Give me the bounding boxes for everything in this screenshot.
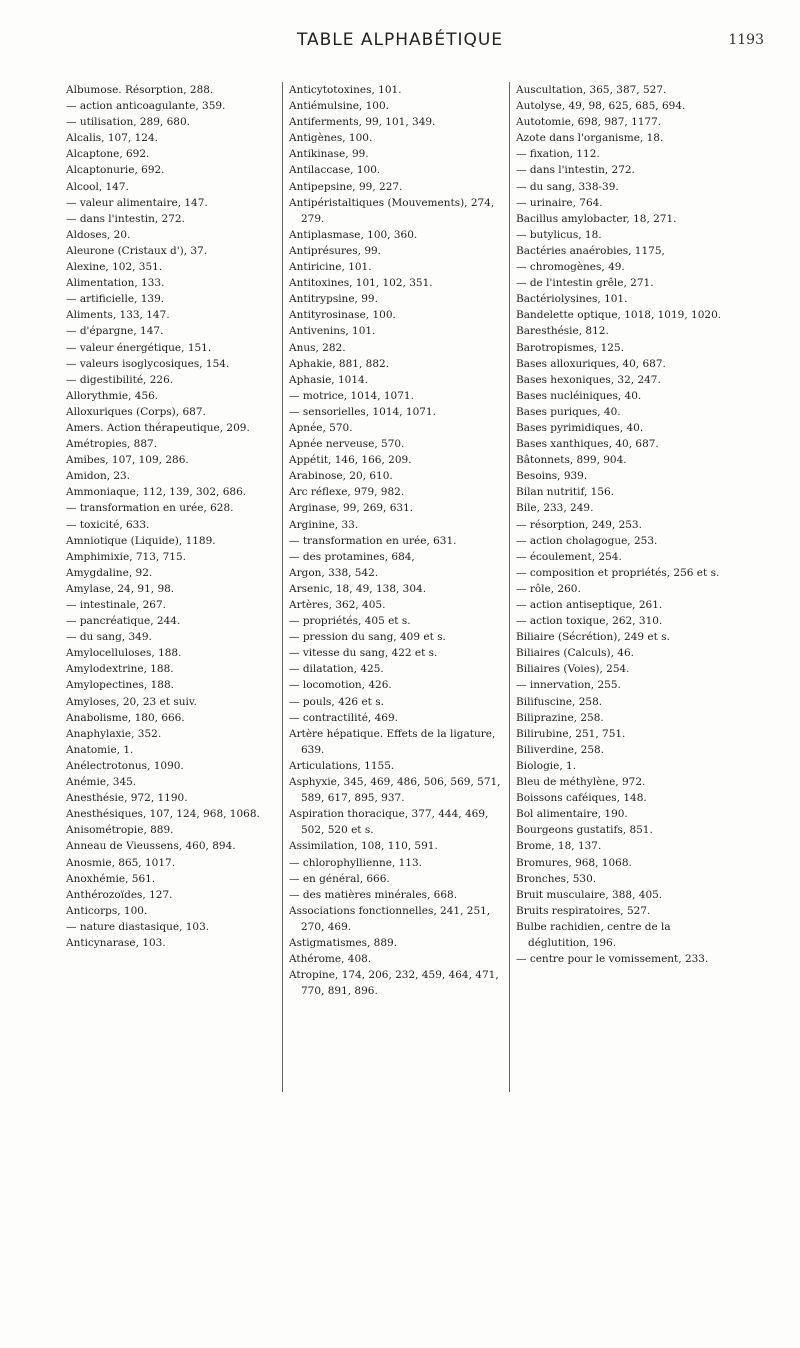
index-entry: Biliprazine, 258. <box>516 711 604 724</box>
index-entry: Bourgeons gustatifs, 851. <box>516 824 653 837</box>
index-entry: Aphakie, 881, 882. <box>289 357 390 370</box>
index-entry: Anémie, 345. <box>66 776 137 789</box>
index-entry: — pancréatique, 244. <box>66 615 181 628</box>
index-entry: Antiricine, 101. <box>289 261 372 274</box>
index-entry: Allorythmie, 456. <box>66 389 159 402</box>
index-entry: Anabolisme, 180, 666. <box>66 711 185 724</box>
index-entry: Apnée nerveuse, 570. <box>289 438 405 451</box>
index-entry: Associations fonctionnelles, 241, 251, 270, 469. <box>289 904 491 933</box>
index-entry: — intestinale, 267. <box>66 599 167 611</box>
index-entry: Alcalis, 107, 124. <box>66 132 158 145</box>
index-entry: Amibes, 107, 109, 286. <box>66 454 189 467</box>
index-entry: Antiferments, 99, 101, 349. <box>289 116 436 129</box>
index-entry: — fixation, 112. <box>516 148 600 161</box>
index-entry: — sensorielles, 1014, 1071. <box>289 405 436 418</box>
index-entry: Amylase, 24, 91, 98. <box>66 582 175 595</box>
index-entry: Amers. Action thérapeutique, 209. <box>66 421 250 434</box>
index-entry: Antitrypsine, 99. <box>289 293 378 306</box>
index-entry: — action antiseptique, 261. <box>516 599 663 611</box>
index-entry: Biliaires (Calculs), 46. <box>516 647 634 660</box>
index-entry: Biliverdine, 258. <box>516 743 605 756</box>
index-entry: Bulbe rachidien, centre de la déglutition, 196. <box>516 920 671 949</box>
index-entry: — transformation en urée, 631. <box>289 534 457 547</box>
index-columns <box>66 82 766 1302</box>
index-entry: Autotomie, 698, 987, 1177. <box>516 116 662 129</box>
index-entry: — valeur énergétique, 151. <box>66 341 212 354</box>
index-entry: Anosmie, 865, 1017. <box>66 856 176 869</box>
index-entry: — pression du sang, 409 et s. <box>289 631 446 644</box>
index-entry: Bases pyrimidiques, 40. <box>516 421 644 434</box>
index-entry: Albumose. Résorption, 288. <box>66 84 214 96</box>
index-entry: Arabinose, 20, 610. <box>289 470 393 483</box>
index-entry: — résorption, 249, 253. <box>516 518 642 531</box>
index-entry: — pouls, 426 et s. <box>289 695 384 708</box>
index-entry: Antikinase, 99. <box>289 148 369 161</box>
index-entry: — rôle, 260. <box>516 582 581 595</box>
index-entry: Bases xanthiques, 40, 687. <box>516 438 659 451</box>
index-entry: — dans l'intestin, 272. <box>516 164 635 177</box>
index-entry: Amphimixie, 713, 715. <box>66 550 186 563</box>
index-entry: Assimilation, 108, 110, 591. <box>289 840 438 853</box>
index-entry: Bases hexoniques, 32, 247. <box>516 373 661 386</box>
index-entry: Boissons caféiques, 148. <box>516 792 647 805</box>
index-entry: Aphasie, 1014. <box>289 373 369 386</box>
index-entry: Antipepsine, 99, 227. <box>289 180 403 193</box>
index-entry: Anesthésiques, 107, 124, 968, 1068. <box>66 808 260 821</box>
index-entry: Arginine, 33. <box>289 518 359 531</box>
index-entry: Alimentation, 133. <box>66 277 165 290</box>
index-entry: Anticorps, 100. <box>66 904 148 917</box>
index-entry: Bruits respiratoires, 527. <box>516 904 651 917</box>
index-entry: Alcaptone, 692. <box>66 148 150 161</box>
index-entry: — chromogènes, 49. <box>516 261 625 274</box>
index-entry: Antitoxines, 101, 102, 351. <box>289 277 433 290</box>
index-entry: — valeur alimentaire, 147. <box>66 196 208 209</box>
index-entry: Bronches, 530. <box>516 872 597 885</box>
index-entry: — contractilité, 469. <box>289 711 398 724</box>
index-entry: Anneau de Vieussens, 460, 894. <box>66 840 236 853</box>
index-entry: Amniotique (Liquide), 1189. <box>66 534 216 547</box>
index-entry: — centre pour le vomissement, 233. <box>516 953 709 966</box>
index-entry: — des matières minérales, 668. <box>289 888 458 901</box>
index-entry: Alexine, 102, 351. <box>66 261 163 274</box>
page-number: 1193 <box>728 32 764 48</box>
index-entry: Bandelette optique, 1018, 1019, 1020. <box>516 309 722 322</box>
index-entry: Baresthésie, 812. <box>516 325 609 338</box>
index-entry: — action anticoagulante, 359. <box>66 100 226 113</box>
index-column-2 <box>289 82 503 999</box>
index-entry: Anélectrotonus, 1090. <box>66 759 184 772</box>
index-entry: Ammoniaque, 112, 139, 302, 686. <box>66 486 247 499</box>
index-entry: Bruit musculaire, 388, 405. <box>516 888 663 901</box>
index-entry: — de l'intestin grêle, 271. <box>516 277 654 290</box>
index-entry: Antipéristaltiques (Mouvements), 274, 279. <box>289 196 495 225</box>
index-entry: Anoxhémie, 561. <box>66 872 156 885</box>
index-entry: Bilan nutritif, 156. <box>516 486 615 499</box>
index-column-3 <box>516 82 730 967</box>
index-entry: Biliaire (Sécrétion), 249 et s. <box>516 631 670 644</box>
index-entry: — du sang, 349. <box>66 631 152 644</box>
index-entry: Artère hépatique. Effets de la ligature, 639. <box>289 727 496 756</box>
index-entry: — en général, 666. <box>289 872 390 885</box>
index-entry: Brome, 18, 137. <box>516 840 602 853</box>
index-entry: Asphyxie, 345, 469, 486, 506, 569, 571, 589, 617, 895, 937. <box>289 776 501 805</box>
index-entry: Bases alloxuriques, 40, 687. <box>516 357 666 370</box>
index-entry: Bactériolysines, 101. <box>516 293 628 306</box>
index-entry: — innervation, 255. <box>516 679 621 692</box>
index-entry: — chlorophyllienne, 113. <box>289 856 422 869</box>
index-entry: Bol alimentaire, 190. <box>516 808 628 821</box>
index-entry: Antiprésures, 99. <box>289 244 382 257</box>
index-entry: Amylodextrine, 188. <box>66 663 174 676</box>
index-entry: — motrice, 1014, 1071. <box>289 389 414 402</box>
index-entry: Antigènes, 100. <box>289 132 373 145</box>
index-entry: Apnée, 570. <box>289 421 353 434</box>
index-entry: Amyloses, 20, 23 et suiv. <box>66 695 197 708</box>
index-entry: — butylicus, 18. <box>516 228 602 241</box>
index-entry: Athérome, 408. <box>289 953 372 966</box>
index-entry: Antivenins, 101. <box>289 325 376 338</box>
index-entry: Biliaires (Voies), 254. <box>516 663 630 676</box>
index-entry: Bleu de méthylène, 972. <box>516 776 646 789</box>
index-entry: Bile, 233, 249. <box>516 502 594 515</box>
index-entry: — transformation en urée, 628. <box>66 502 234 515</box>
index-entry: — nature diastasique, 103. <box>66 920 210 933</box>
index-entry: Bilirubine, 251, 751. <box>516 727 626 740</box>
index-entry: Anthérozoïdes, 127. <box>66 888 173 901</box>
column-divider <box>509 82 510 1092</box>
index-entry: Arginase, 99, 269, 631. <box>289 502 414 515</box>
index-entry: Besoins, 939. <box>516 470 588 483</box>
index-entry: — écoulement, 254. <box>516 550 622 563</box>
page-title: TABLE ALPHABÉTIQUE <box>296 30 504 50</box>
index-entry: Amylopectines, 188. <box>66 679 174 692</box>
index-entry: — des protamines, 684, <box>289 550 415 563</box>
index-entry: Alcool, 147. <box>66 180 129 193</box>
index-entry: — urinaire, 764. <box>516 196 603 209</box>
index-entry: Atropine, 174, 206, 232, 459, 464, 471, 770, 891, 896. <box>289 969 499 998</box>
index-entry: — vitesse du sang, 422 et s. <box>289 647 438 660</box>
index-entry: Autolyse, 49, 98, 625, 685, 694. <box>516 100 686 113</box>
index-entry: — valeurs isoglycosiques, 154. <box>66 357 230 370</box>
page-header <box>0 26 800 56</box>
index-entry: Azote dans l'organisme, 18. <box>516 132 664 145</box>
index-entry: Arc réflexe, 979, 982. <box>289 486 405 499</box>
index-entry: Biologie, 1. <box>516 759 577 772</box>
index-entry: Antityrosinase, 100. <box>289 309 396 322</box>
index-entry: Anesthésie, 972, 1190. <box>66 792 188 805</box>
index-entry: Arsenic, 18, 49, 138, 304. <box>289 582 427 595</box>
index-entry: Anticynarase, 103. <box>66 936 166 949</box>
index-entry: Antiplasmase, 100, 360. <box>289 228 418 241</box>
index-entry: Appétit, 146, 166, 209. <box>289 454 412 467</box>
index-entry: — locomotion, 426. <box>289 679 392 692</box>
index-entry: — d'épargne, 147. <box>66 325 164 338</box>
index-entry: Bromures, 968, 1068. <box>516 856 632 869</box>
index-entry: Aspiration thoracique, 377, 444, 469, 502, 520 et s. <box>289 808 489 837</box>
index-entry: Bases puriques, 40. <box>516 405 621 418</box>
index-entry: Barotropismes, 125. <box>516 341 624 354</box>
index-entry: Antiémulsine, 100. <box>289 100 389 113</box>
index-entry: Amétropies, 887. <box>66 438 158 451</box>
index-entry: — action toxique, 262, 310. <box>516 615 663 628</box>
index-entry: Articulations, 1155. <box>289 759 395 772</box>
index-entry: Argon, 338, 542. <box>289 566 379 579</box>
index-entry: Auscultation, 365, 387, 527. <box>516 84 667 96</box>
index-entry: Astigmatismes, 889. <box>289 936 398 949</box>
index-entry: Anisométropie, 889. <box>66 824 174 837</box>
index-entry: — dans l'intestin, 272. <box>66 212 185 225</box>
index-entry: Alcaptonurie, 692. <box>66 164 165 177</box>
index-entry: Anaphylaxie, 352. <box>66 727 162 740</box>
index-entry: Bilifuscine, 258. <box>516 695 603 708</box>
index-entry: — digestibilité, 226. <box>66 373 174 386</box>
index-entry: Amygdaline, 92. <box>66 566 153 579</box>
index-entry: — utilisation, 289, 680. <box>66 116 190 129</box>
index-entry: — toxicité, 633. <box>66 518 150 531</box>
index-entry: Artères, 362, 405. <box>289 599 386 611</box>
index-entry: Bacillus amylobacter, 18, 271. <box>516 212 677 225</box>
index-column-1 <box>66 82 280 951</box>
index-entry: Aleurone (Cristaux d'), 37. <box>66 244 208 257</box>
index-entry: — composition et propriétés, 256 et s. <box>516 566 720 579</box>
index-entry: Anticytotoxines, 101. <box>289 84 402 96</box>
index-entry: Aldoses, 20. <box>66 228 131 241</box>
index-entry: Amylocelluloses, 188. <box>66 647 182 660</box>
index-entry: — propriétés, 405 et s. <box>289 615 411 628</box>
index-entry: — du sang, 338-39. <box>516 180 619 193</box>
column-divider <box>282 82 283 1092</box>
index-entry: — artificielle, 139. <box>66 293 165 306</box>
index-entry: Amidon, 23. <box>66 470 131 483</box>
index-entry: Anus, 282. <box>289 341 346 354</box>
index-entry: — dilatation, 425. <box>289 663 384 676</box>
index-entry: Bases nucléiniques, 40. <box>516 389 642 402</box>
index-entry: — action cholagogue, 253. <box>516 534 658 547</box>
index-entry: Bâtonnets, 899, 904. <box>516 454 627 467</box>
index-entry: Antilaccase, 100. <box>289 164 381 177</box>
index-entry: Anatomie, 1. <box>66 743 134 756</box>
index-entry: Aliments, 133, 147. <box>66 309 170 322</box>
index-entry: Bactéries anaérobies, 1175, <box>516 244 665 257</box>
index-entry: Alloxuriques (Corps), 687. <box>66 405 206 418</box>
